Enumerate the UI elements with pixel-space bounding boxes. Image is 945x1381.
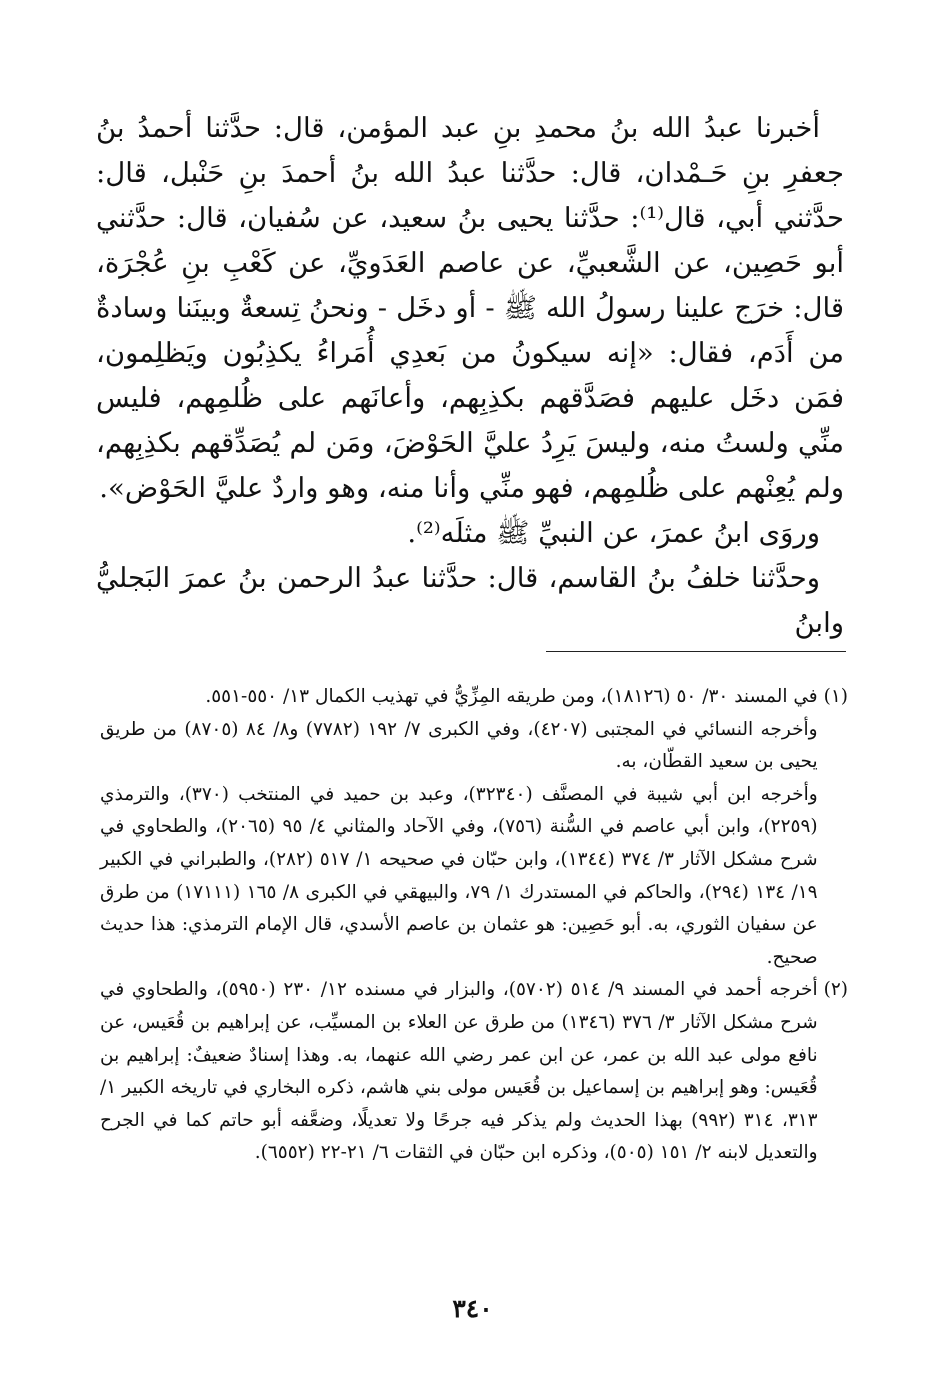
footnote-paragraph: في المسند ٣٠/ ٥٠ (١٨١٢٦)، ومن طريقه المِزِّيُّ في تهذيب الكمال ١٣/ ٥٥٠-٥٥١. <box>205 686 818 707</box>
main-text <box>96 106 844 646</box>
main-paragraph: وروَى ابنُ عمرَ، عن النبيِّ ﷺ مثلَه⁽²⁾. <box>407 517 820 549</box>
footnote <box>100 681 848 974</box>
footnote <box>100 974 848 1170</box>
main-paragraph: أخبرنا عبدُ الله بنُ محمدِ بنِ عبد المؤمن، قال: حدَّثنا أحمدُ بنُ جعفرِ بنِ حَـمْدان، قال: حدَّثنا عبدُ الله بنُ أحمدَ بنِ حَنْبل، قال: حدَّثني أبي، قال⁽¹⁾: حدَّثنا يحيى بنُ سعيد، عن سُفيان، قال: حدَّثني أبو حَصِين، عن الشَّعبيِّ، عن عاصم العَدَويِّ، عن كَعْبِ بنِ عُجْرَة، قال: خرَج علينا رسولُ الله ﷺ - أو دخَل - ونحنُ تِسعةٌ وبينَنا وسادةٌ من أَدَم، فقال: «إنه سيكونُ من بَعدِي أُمَراءُ يكذِبُون ويَظلِمون، فمَن دخَل عليهم فصَدَّقهم بكذِبِهم، وأعانَهم على ظُلمِهم، فليس منِّي ولستُ منه، وليسَ يَرِدُ عليَّ الحَوْضَ، ومَن لم يُصَدِّقهم بكذِبِهم، ولم يُعِنْهم على ظُلمِهم، فهو منِّي وأنا منه، وهو واردٌ عليَّ الحَوْض». <box>96 112 844 504</box>
footnote-number: (٢) <box>823 979 848 1001</box>
footnotes <box>100 681 848 1170</box>
footnote-separator <box>546 651 846 652</box>
main-paragraph: وحدَّثنا خلفُ بنُ القاسم، قال: حدَّثنا عبدُ الرحمن بنُ عمرَ البَجليُّ وابنُ <box>96 562 844 639</box>
footnote-body <box>100 974 818 1170</box>
footnote-number: (١) <box>823 686 848 707</box>
footnote-paragraph: وأخرجه ابن أبي شيبة في المصنَّف (٣٢٣٤٠)، وعبد بن حميد في المنتخب (٣٧٠)، والترمذي (٢٢٥٩)، وابن أبي عاصم في السُّنة (٧٥٦)، وفي الآحاد والمثاني ٤/ ٩٥ (٢٠٦٥)، والطحاوي في شرح مشكل الآثار ٣/ ٣٧٤ (١٣٤٤)، وابن حبّان في صحيحه ١/ ٥١٧ (٢٨٢)، والطبراني في الكبير ١٩/ ١٣٤ (٢٩٤)، والحاكم في المستدرك ١/ ٧٩، والبيهقي في الكبرى ٨/ ١٦٥ (١٧١١١) من طرق عن سفيان الثوري، به. أبو حَصِين: هو عثمان بن عاصم الأسدي، قال الإمام الترمذي: هذا حديث صحيح. <box>100 783 818 968</box>
footnote-paragraph: وأخرجه النسائي في المجتبى (٤٢٠٧)، وفي الكبرى ٧/ ١٩٢ (٧٧٨٢) و٨/ ٨٤ (٨٧٠٥) من طريق يحيى بن سعيد القطّان، به. <box>100 718 818 773</box>
page-number: ٣٤٠ <box>452 1294 493 1323</box>
footnote-paragraph: أخرجه أحمد في المسند ٩/ ٥١٤ (٥٧٠٢)، والبزار في مسنده ١٢/ ٢٣٠ (٥٩٥٠)، والطحاوي في شرح مشكل الآثار ٣/ ٣٧٦ (١٣٤٦) من طرق عن العلاء بن المسيِّب، عن إبراهيم بن قُعَيس، عن نافع مولى عبد الله بن عمر، عن ابن عمر رضي الله عنهما، به. وهذا إسنادٌ ضعيفٌ: إبراهيم بن قُعَيس: وهو إبراهيم بن إسماعيل بن قُعَيس مولى بني هاشم، ذكره البخاري في تاريخه الكبير ١/ ٣١٣، ٣١٤ (٩٩٢) بهذا الحديث ولم يذكر فيه جرحًا ولا تعديلًا، وضعَّفه أبو حاتم كما في الجرح والتعديل لابنه ٢/ ١٥١ (٥٠٥)، وذكره ابن حبّان في الثقات ٦/ ٢١-٢٢ (٦٥٥٢). <box>100 979 818 1164</box>
footnote-body <box>100 681 818 974</box>
